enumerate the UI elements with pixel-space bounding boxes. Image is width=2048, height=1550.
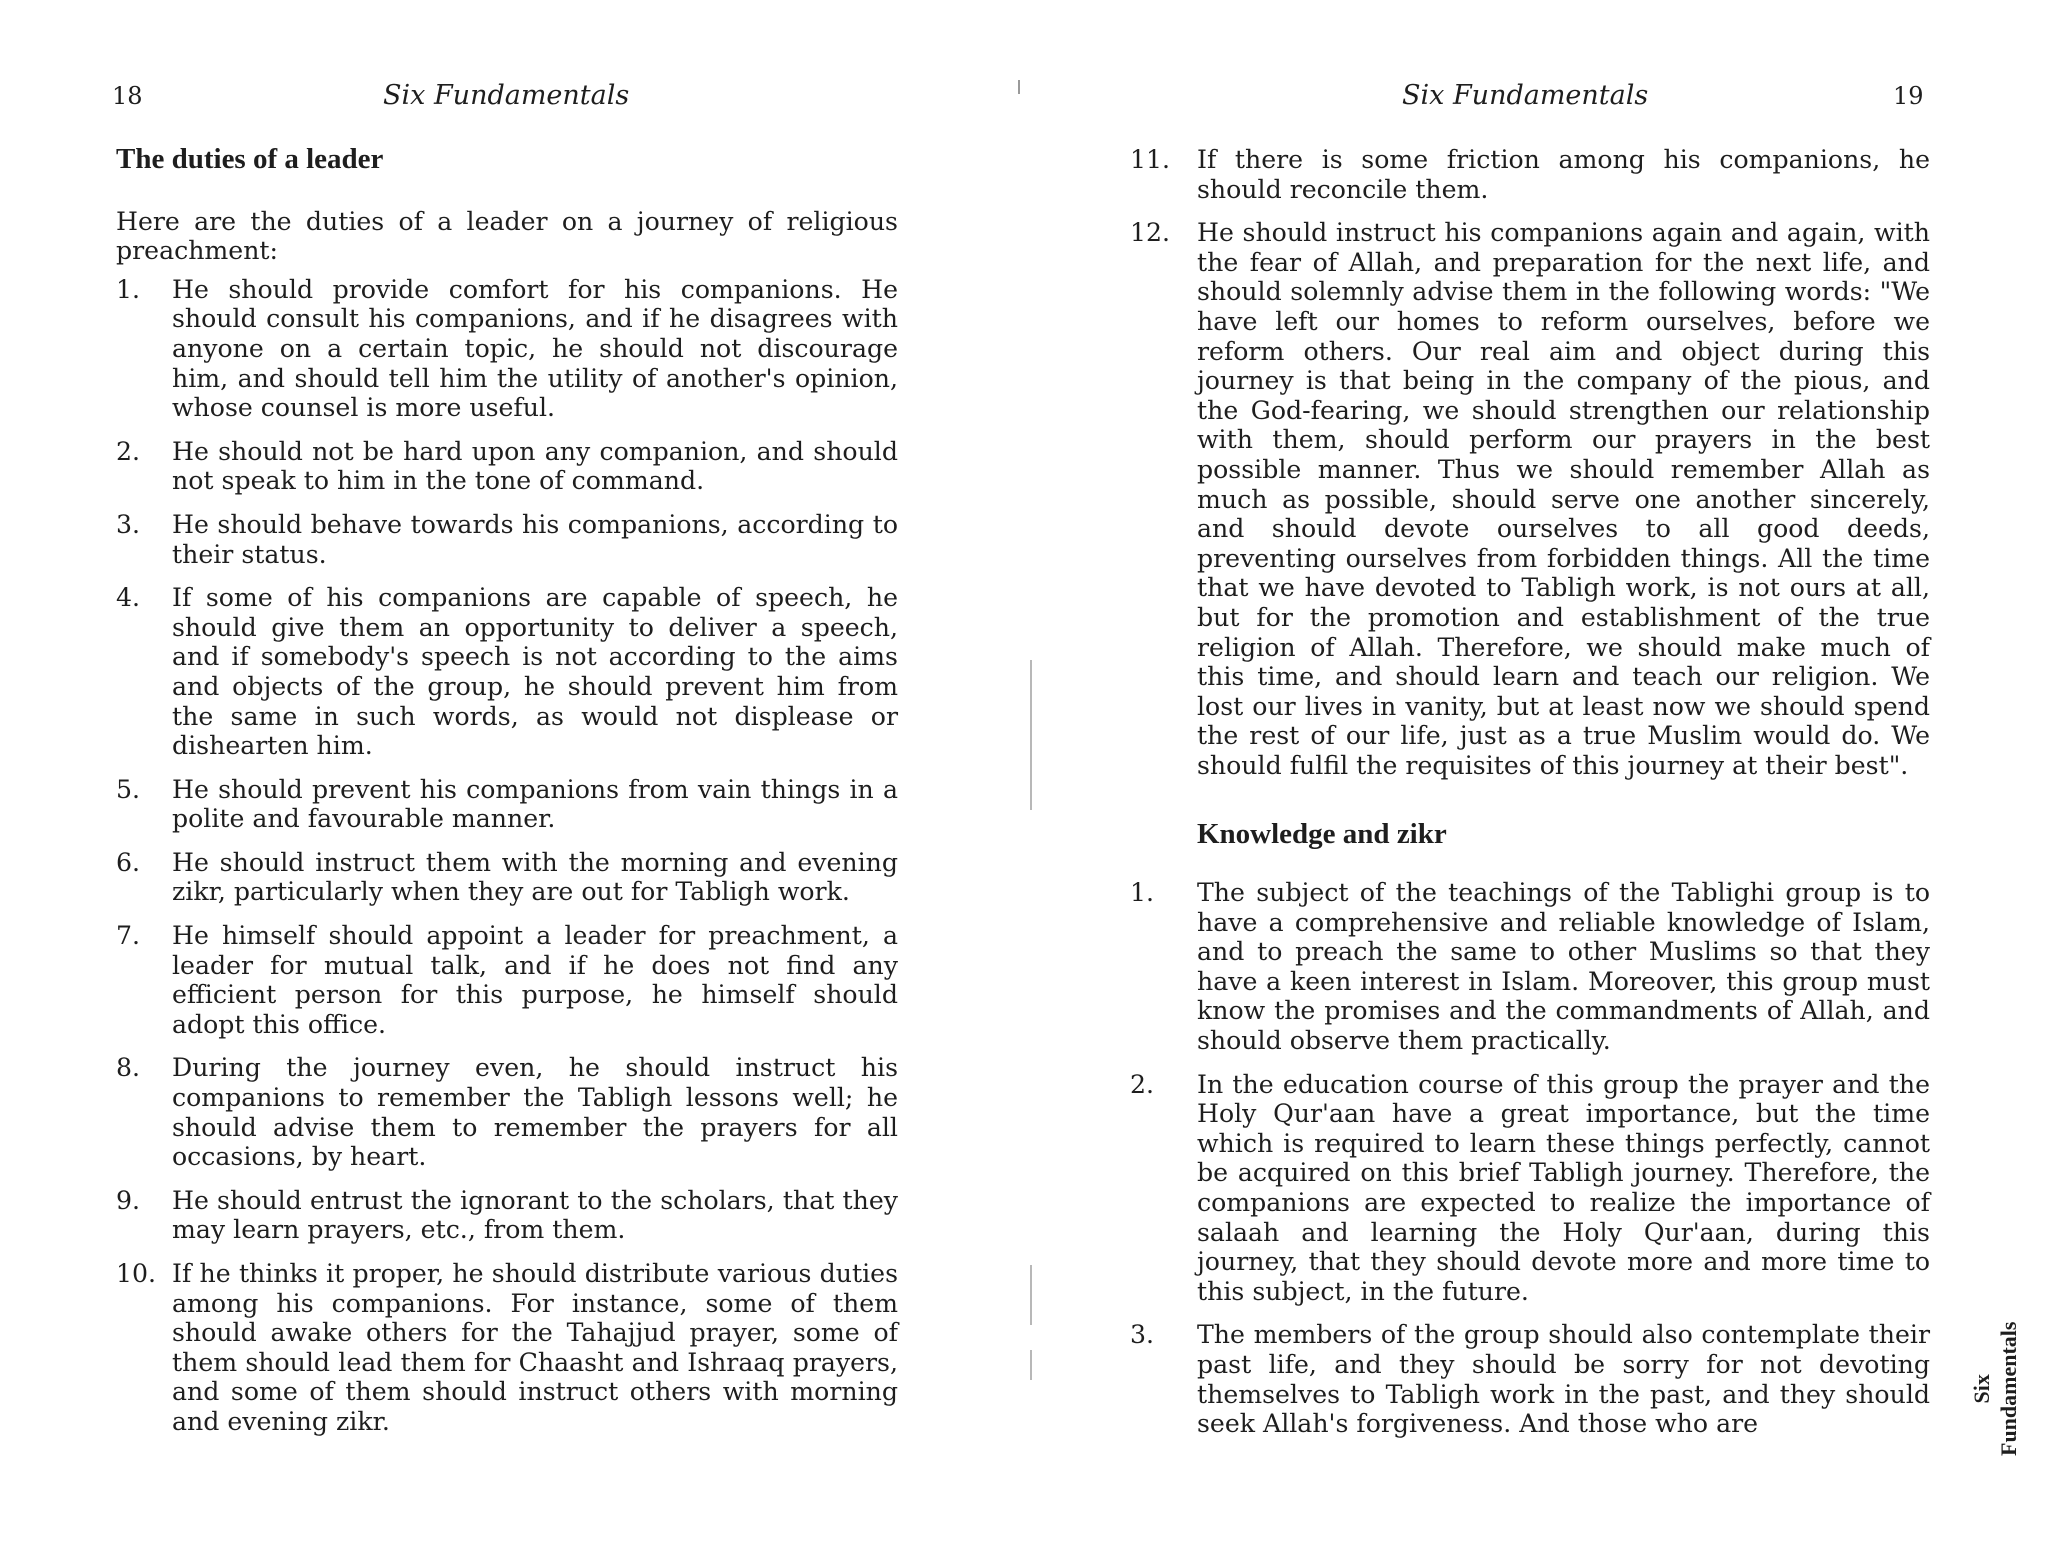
- duty-item: [116, 510, 898, 569]
- right-page: [1010, 0, 2048, 1550]
- item-number: 1.: [116, 274, 141, 304]
- item-number: 9.: [116, 1185, 141, 1215]
- item-number: 6.: [116, 847, 141, 877]
- page-number: 19: [1893, 82, 1924, 110]
- page-number: 18: [112, 82, 143, 110]
- duties-list: [116, 275, 898, 1437]
- duty-item: [116, 775, 898, 834]
- running-head: Six Fundamentals: [1402, 80, 1649, 111]
- item-text: He should provide comfort for his companions. He should consult his companions, and if he disagrees with anyone on a certain topic, he should not discourage him, and should tell him the utility of another's opinion, whose counsel is more useful.: [172, 274, 898, 423]
- item-text: He himself should appoint a leader for preachment, a leader for mutual talk, and if he does not find any efficient person for this purpose, he himself should adopt this office.: [172, 921, 898, 1039]
- duty-item: [116, 1259, 898, 1437]
- left-column: [116, 145, 898, 1451]
- knowledge-list: [1130, 878, 1930, 1439]
- item-text: He should behave towards his companions, according to their status.: [172, 509, 898, 569]
- side-tab-line1: Six: [1969, 1374, 1994, 1404]
- item-text: He should instruct them with the morning and evening zikr, particularly when they are out for Tabligh work.: [172, 847, 898, 907]
- item-text: If he thinks it proper, he should distribute various duties among his companions. For instance, some of them should awake others for the Tahajjud prayer, some of them should lead them for Chaasht and Ishraaq prayers, and some of them should instruct others with morning and evening zikr.: [172, 1259, 898, 1436]
- item-text: The members of the group should also contemplate their past life, and they should be sorry for not devoting themselves to Tabligh work in the past, and they should seek Allah's forgiveness. And those who are: [1197, 1320, 1930, 1439]
- duty-item: [116, 437, 898, 496]
- item-number: 11.: [1130, 145, 1171, 174]
- side-tab-line2: Fundamentals: [1996, 1321, 2021, 1456]
- item-number: 10.: [116, 1259, 157, 1288]
- item-text: He should entrust the ignorant to the scholars, that they may learn prayers, etc., from them.: [172, 1185, 898, 1245]
- item-number: 3.: [116, 509, 141, 539]
- item-text: The subject of the teachings of the Tablighi group is to have a comprehensive and reliable knowledge of Islam, and to preach the same to other Muslims so that they have a keen interest in Islam. Moreover, this group must know the promises and the commandments of Allah, and should observe them practically.: [1197, 878, 1930, 1056]
- item-text: In the education course of this group the prayer and the Holy Qur'aan have a great importance, but the time which is required to learn these things perfectly, cannot be acquired on this brief Tabligh journey. Therefore, the companions are expected to realize the importance of salaah and learning the Holy Qur'aan, during this journey, that they should devote more and more time to this subject, in the future.: [1197, 1069, 1930, 1306]
- item-text: He should not be hard upon any companion, and should not speak to him in the tone of command.: [172, 436, 898, 496]
- duty-item: [1130, 145, 1930, 204]
- duty-item: [116, 1053, 898, 1171]
- duty-item: [116, 921, 898, 1039]
- item-text: If some of his companions are capable of speech, he should give them an opportunity to deliver a speech, and if somebody's speech is not according to the aims and objects of the group, he should prevent him from the same in such words, as would not displease or dishearten him.: [172, 583, 898, 761]
- item-text: He should instruct his companions again and again, with the fear of Allah, and preparation for the next life, and should solemnly advise them in the following words: "We have left our homes to reform ourselves, before we reform others. Our real aim and object during this journey is that being in the company of the pious, and the God-fearing, we should strengthen our relationship with them, should perform our prayers in the best possible manner. Thus we should remember Allah as much as possible, should serve one another sincerely, and should devote ourselves to all good deeds, preventing ourselves from forbidden things. All the time that we have devoted to Tabligh work, is not ours at all, but for the promotion and establishment of the true religion of Allah. Therefore, we should make much of this time, and should learn and teach our religion. We lost our lives in vanity, but at least now we should spend the rest of our life, just as a true Muslim would do. We should fulfil the requisites of this journey at their best".: [1197, 218, 1930, 780]
- item-number: 12.: [1130, 218, 1171, 248]
- item-number: 4.: [116, 583, 141, 613]
- intro-paragraph: Here are the duties of a leader on a journey of religious preachment:: [116, 206, 898, 266]
- duty-item: [116, 583, 898, 761]
- item-text: He should prevent his companions from vain things in a polite and favourable manner.: [172, 774, 898, 834]
- item-number: 2.: [116, 436, 141, 466]
- knowledge-item: [1130, 878, 1930, 1056]
- item-number: 5.: [116, 774, 141, 804]
- item-text: During the journey even, he should instruct his companions to remember the Tabligh lessons well; he should advise them to remember the prayers for all occasions, by heart.: [172, 1053, 898, 1172]
- item-number: 8.: [116, 1053, 141, 1083]
- item-text: If there is some friction among his companions, he should reconcile them.: [1197, 145, 1930, 204]
- item-number: 1.: [1130, 878, 1155, 908]
- section-title: Knowledge and zikr: [1197, 818, 1447, 851]
- left-page: [0, 0, 1010, 1550]
- duty-item: [116, 1186, 898, 1245]
- item-number: 2.: [1130, 1069, 1155, 1099]
- item-number: 3.: [1130, 1320, 1155, 1350]
- duties-list-continued: [1130, 145, 1930, 780]
- right-column: [1130, 145, 1930, 1453]
- duty-item: [1130, 218, 1930, 780]
- duty-item: [116, 275, 898, 423]
- section-title: The duties of a leader: [116, 143, 384, 175]
- side-tab: [1950, 1321, 2030, 1460]
- knowledge-item: [1130, 1069, 1930, 1307]
- knowledge-item: [1130, 1320, 1930, 1439]
- side-tab-label: [1968, 1322, 2022, 1456]
- duty-item: [116, 848, 898, 907]
- item-number: 7.: [116, 921, 141, 951]
- running-head: Six Fundamentals: [383, 80, 630, 111]
